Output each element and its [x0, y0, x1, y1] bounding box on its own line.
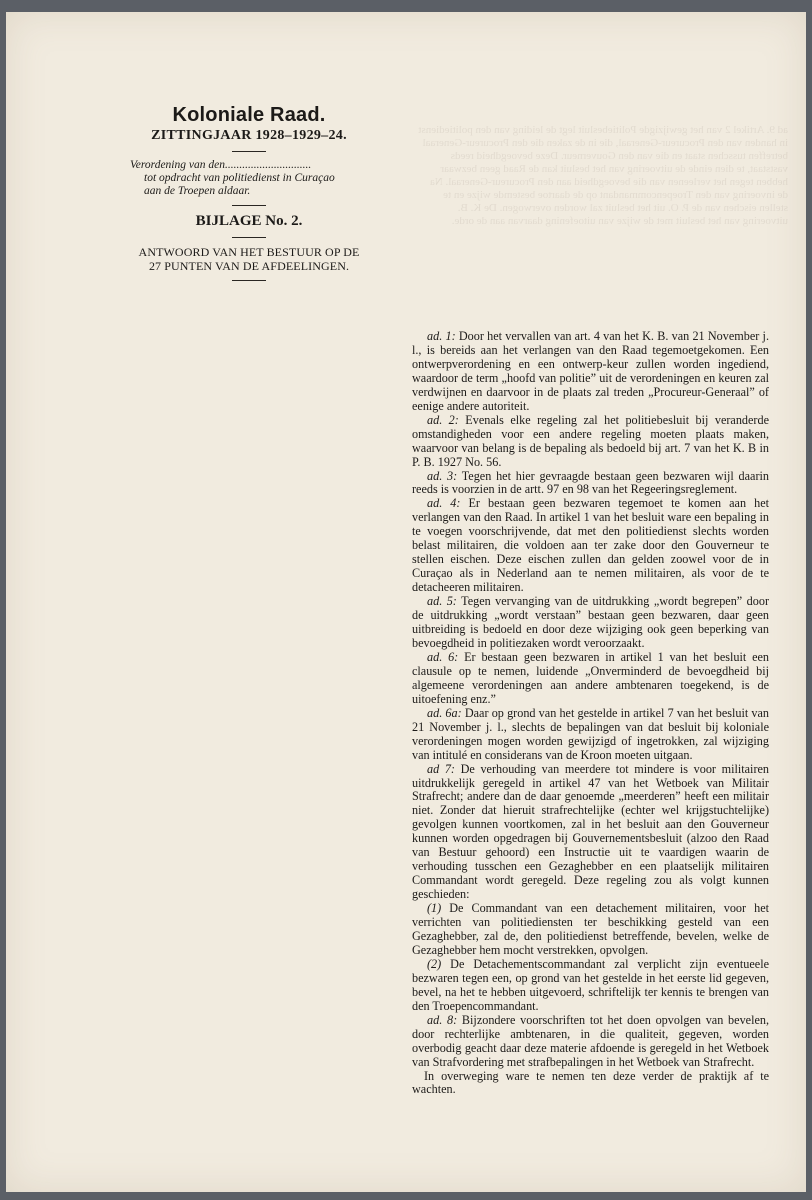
divider: [232, 151, 266, 152]
paragraph-label: ad 7:: [427, 761, 455, 776]
paragraph-label: (1): [427, 901, 442, 916]
paragraph-text: Tegen het hier gevraagde bestaan geen bezwaren wijl daarin reeds is voorzien in de artt. 97 en 98 van het Regeeringsreglement.: [412, 468, 769, 497]
annex-heading: BIJLAGE No. 2.: [195, 213, 303, 229]
paragraph: [412, 763, 769, 903]
paragraph: [412, 1014, 769, 1070]
paragraph-text: Er bestaan geen bezwaren tegemoet te komen aan het verlangen van den Raad. In artikel 1 van het besluit ware een bepaling in te voegen voorschrijvende, dat met den politiedienst slechts worden belast militairen, die voldoen aan ter zake door den Gouverneur te stellen eischen. Deze eischen zullen dan gelden zoowel voor de in Curaçao als in Nederland aan te nemen militairen, als voor de te detacheeren militairen.: [412, 496, 769, 595]
paragraph-label: ad. 6a:: [427, 705, 462, 720]
divider: [232, 237, 266, 238]
paragraph: [412, 902, 769, 958]
paragraph-text: Er bestaan geen bezwaren in artikel 1 van het besluit een clausule op te nemen, luidende „Onverminderd de bevoegdheid bij algemeene verordeningen aan andere ambtenaren toegekend, is de uitoefening enz.”: [412, 649, 769, 706]
paragraph-text: Daar op grond van het gestelde in artikel 7 van het besluit van 21 November j. l., slechts de bepalingen van dat besluit bij koloniale verordeningen mogen worden gewijzigd of ingetrokken, zal wijziging van intitulé en considerans van de Kroon moeten uitgaan.: [412, 705, 769, 762]
paragraph-text: Bijzondere voorschriften tot het doen opvolgen van bevelen, door rechterlijke ambtenaren, in die qualiteit, gegeven, worden overbodig geacht daar deze materie afdoende is geregeld in het Wetboek van Strafvordering met strafbepalingen in het Wetboek van Strafrecht.: [412, 1012, 770, 1069]
paragraph-text: De Detachementscommandant zal verplicht zijn eventueele bezwaren tegen een, op grond van het gestelde in het eerste lid gegeven, bevel, na het te hebben uitgevoerd, schriftelijk ter kennis te brengen van den Troepencommandant.: [412, 956, 769, 1013]
paragraph-label: ad. 5:: [427, 594, 457, 609]
answer-line: 27 PUNTEN VAN DE AFDEELINGEN.: [148, 259, 350, 273]
ordinance-line: tot opdracht van politiedienst in Curaçao: [144, 172, 335, 184]
paragraph-label: ad. 1:: [427, 329, 456, 343]
closing-paragraph: In overweging ware te nemen ten deze verder de praktijk af te wachten.: [412, 1068, 769, 1097]
paragraph-label: ad. 6:: [427, 649, 459, 664]
session-year: ZITTINGJAAR 1928–1929–24.: [151, 128, 347, 143]
ordinance-line: Verordening van den..............................: [130, 159, 312, 171]
ordinance-line: aan de Troepen aldaar.: [144, 185, 251, 197]
paragraph-text: De verhouding van meerdere tot mindere is voor militairen uitdrukkelijk geregeld in artikel 47 van het Wetboek van Militair Strafrecht; andere dan de daar genoemde „meerderen” heeft een militair niet. Zonder dat hieruit strafrechtelijke (echter wel krijgstuchtelijke) gevolgen kunnen voortkomen, zal in het besluit aan den Gouverneur kunnen worden opgedragen bij Gouvernementsbesluit (alzoo den Raad van Bestuur gehoord) een Instructie uit te vaardigen waarin de verhouding tusschen een Gezaghebber en een plaatselijk militairen Commandant wordt geregeld. Deze regeling zou als volgt kunnen geschieden:: [412, 761, 770, 902]
paragraph-label: (2): [427, 956, 442, 971]
paragraph: [412, 707, 769, 763]
paragraph: [412, 651, 769, 707]
paragraph-label: ad. 3:: [427, 468, 458, 483]
paragraph: [412, 470, 769, 498]
paragraph-label: ad. 2:: [427, 412, 459, 427]
answer-line: ANTWOORD VAN HET BESTUUR OP DE: [138, 245, 360, 259]
answer-heading: [124, 245, 374, 273]
paragraph: [412, 958, 769, 1014]
document-page: [6, 12, 806, 1192]
show-through-text: ad 9. Artikel 2 van het gewijzigde Politiebesluit legt de leiding van den politiedienst in handen van den Procureur-Generaal, die in de zaken die den Procureur-Generaal betreffen tusschen staat en die van den Gouverneur. Deze bevoegdheid reeds vaststaat, te dien einde de uitvoering van het besluit kan de Raad geen bezwaar hebben tegen het verleenen van die bevoegdheid aan den Procureur-Generaal. Na de invoering van den Troepencommandant op de daartoe bestemde wijze en te stellen eischen van de P. O. uit het besluit zal worden overwogen. De K. B. uitvoering van het besluit met de wijze van uitoefening daarvan aan de orde.: [418, 124, 788, 227]
ordinance-title: [130, 159, 374, 198]
paragraph: [412, 330, 769, 414]
paragraph-label: ad. 8:: [427, 1012, 458, 1027]
paragraph-text: Evenals elke regeling zal het politiebesluit bij veranderde omstandigheden voor een andere regeling moeten plaats maken, waarvoor van belang is de bepaling als bedoeld bij art. 7 van het K. B in P. B. 1927 No. 56.: [412, 412, 769, 469]
paragraph-text: Tegen vervanging van de uitdrukking „wordt begrepen” door de uitdrukking „wordt verstaan” bestaan geen bezwaren, daar geen uitbreiding is bedoeld en door deze wijziging ook geen beperking van bevoegdheid in politiezaken wordt veroorzaakt.: [412, 594, 769, 650]
paragraph-text: Door het vervallen van art. 4 van het K. B. van 21 November j. l., is bereids aan het verlangen van den Raad tegemoetgekomen. Een ontwerpverordening en een ontwerp-keur zullen worden ingediend, waardoor de term „hoofd van politie” uit de verordeningen en keuren zal verdwijnen en daarvoor in de plaats zal treden „Procureur-Generaal” of eenige andere autoriteit.: [412, 329, 769, 413]
document-header: [124, 104, 374, 288]
paragraph: [412, 595, 769, 651]
divider: [232, 280, 266, 281]
divider: [232, 205, 266, 206]
paragraph-text: De Commandant van een detachement militairen, voor het verrichten van politiediensten ter beschikking gesteld van een Gezaghebber, zal de, den politiedienst betreffende, bevelen, welke de Gezaghebber hem mocht verstrekken, opvolgen.: [412, 901, 769, 957]
paragraph-label: ad. 4:: [427, 496, 461, 511]
council-title: Koloniale Raad.: [172, 104, 326, 126]
paragraph: [412, 414, 769, 470]
answer-body: [412, 330, 769, 1097]
paragraph: [412, 497, 769, 595]
